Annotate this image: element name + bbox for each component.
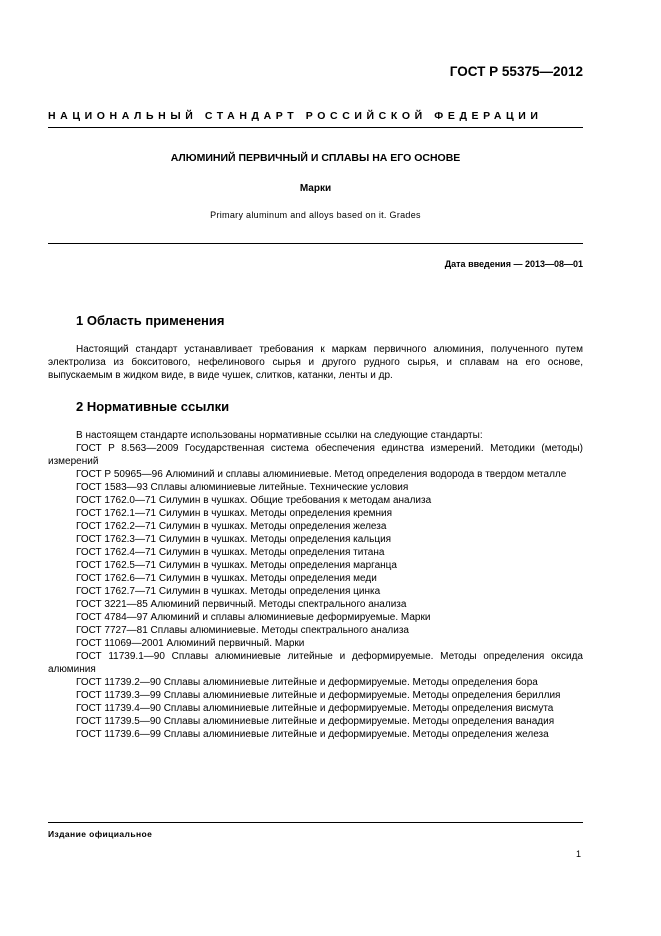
section-1-text: Настоящий стандарт устанавливает требования к маркам первичного алюминия, полученного путем электролиза из бокситового, нефелинового сырья и другого рудного сырья, и сплавам на его основе, выпускаемым в жидком виде, в виде чушек, слитков, катанки, ленты и др. — [48, 344, 583, 381]
header-divider — [48, 127, 583, 128]
reference-item: ГОСТ 11069—2001 Алюминий первичный. Марки — [76, 638, 305, 649]
section-2-heading: 2 Нормативные ссылки — [76, 399, 230, 414]
reference-item: ГОСТ 1762.6—71 Силумин в чушках. Методы определения меди — [76, 573, 377, 584]
document-number: ГОСТ Р 55375—2012 — [449, 64, 583, 79]
reference-item: ГОСТ 11739.2—90 Сплавы алюминиевые литейные и деформируемые. Методы определения бора — [76, 677, 538, 688]
reference-item: ГОСТ 11739.4—90 Сплавы алюминиевые литейные и деформируемые. Методы определения висмута — [76, 703, 554, 714]
reference-item: ГОСТ 11739.3—99 Сплавы алюминиевые литейные и деформируемые. Методы определения бериллия — [76, 690, 561, 701]
reference-item: ГОСТ 1583—93 Сплавы алюминиевые литейные. Технические условия — [76, 482, 409, 493]
reference-item: ГОСТ 11739.1—90 Сплавы алюминиевые литейные и деформируемые. Методы определения оксида алюминия — [48, 651, 583, 675]
reference-item: ГОСТ 1762.7—71 Силумин в чушках. Методы определения цинка — [76, 586, 381, 597]
page-number: 1 — [575, 849, 581, 859]
english-title: Primary aluminum and alloys based on it. Grades — [210, 210, 421, 220]
reference-item: ГОСТ 7727—81 Сплавы алюминиевые. Методы спектрального анализа — [76, 625, 409, 636]
national-standard-banner: НАЦИОНАЛЬНЫЙ СТАНДАРТ РОССИЙСКОЙ ФЕДЕРАЦИИ — [48, 110, 543, 122]
reference-item: ГОСТ 1762.0—71 Силумин в чушках. Общие требования к методам анализа — [76, 495, 432, 506]
reference-item: ГОСТ 3221—85 Алюминий первичный. Методы спектрального анализа — [76, 599, 407, 610]
reference-item: ГОСТ 11739.5—90 Сплавы алюминиевые литейные и деформируемые. Методы определения ванадия — [76, 716, 555, 727]
reference-item: ГОСТ 11739.6—99 Сплавы алюминиевые литейные и деформируемые. Методы определения железа — [76, 729, 549, 740]
references-intro: В настоящем стандарте использованы нормативные ссылки на следующие стандарты: — [76, 430, 483, 441]
reference-item: ГОСТ 1762.4—71 Силумин в чушках. Методы определения титана — [76, 547, 385, 558]
section-1-heading: 1 Область применения — [76, 313, 225, 328]
reference-item: ГОСТ Р 8.563—2009 Государственная система обеспечения единства измерений. Методики (методы) измерений — [48, 443, 583, 467]
reference-item: ГОСТ 4784—97 Алюминий и сплавы алюминиевые деформируемые. Марки — [76, 612, 431, 623]
standard-subtitle: Марки — [299, 183, 332, 194]
reference-item: ГОСТ 1762.1—71 Силумин в чушках. Методы определения кремния — [76, 508, 393, 519]
effective-date: Дата введения — 2013—08—01 — [444, 259, 583, 269]
reference-item: ГОСТ 1762.2—71 Силумин в чушках. Методы определения железа — [76, 521, 387, 532]
footer-divider — [48, 822, 583, 823]
reference-item: ГОСТ 1762.3—71 Силумин в чушках. Методы определения кальция — [76, 534, 392, 545]
reference-item: ГОСТ 1762.5—71 Силумин в чушках. Методы определения марганца — [76, 560, 397, 571]
reference-item: ГОСТ Р 50965—96 Алюминий и сплавы алюминиевые. Метод определения водорода в твердом металле — [76, 469, 567, 480]
official-edition-note: Издание официальное — [48, 829, 153, 839]
title-divider — [48, 243, 583, 244]
standard-title: АЛЮМИНИЙ ПЕРВИЧНЫЙ И СПЛАВЫ НА ЕГО ОСНОВЕ — [170, 152, 461, 164]
normative-references-list — [48, 429, 583, 741]
